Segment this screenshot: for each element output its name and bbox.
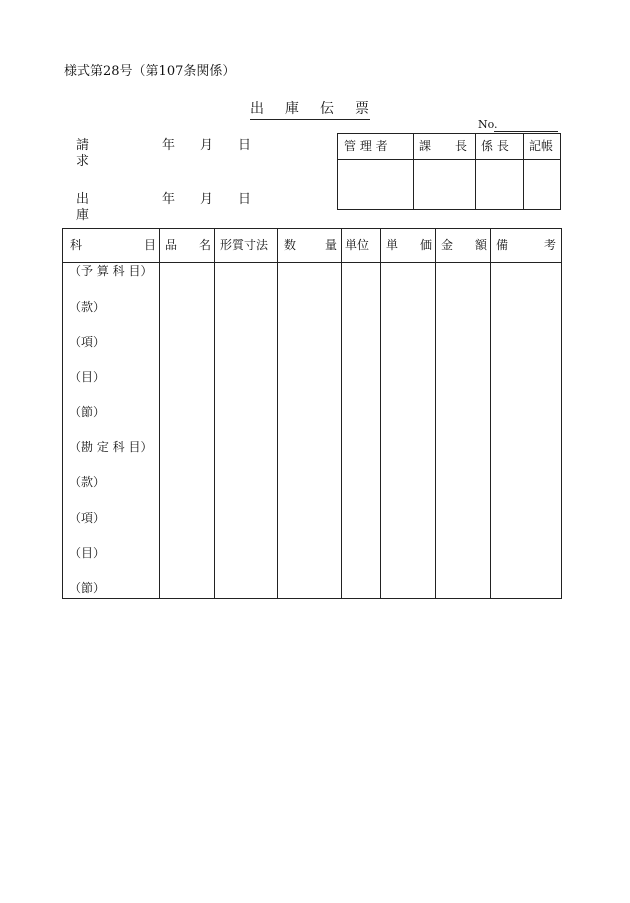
approval-stamp-section-chief[interactable]: [414, 160, 475, 209]
year-label: 年: [162, 138, 176, 153]
remarks-cell[interactable]: [491, 263, 561, 598]
title-char: 票: [355, 101, 369, 117]
subject-budget-category: （目）: [69, 370, 106, 384]
header-item-name-1: 品: [165, 238, 178, 252]
year-label: 年: [162, 192, 176, 207]
header-amount-1: 金: [441, 238, 454, 252]
title-char: 伝: [320, 101, 334, 117]
day-label: 日: [238, 138, 252, 153]
subject-budget-item: （項）: [69, 335, 106, 349]
subject-budget: （予 算 科 目）: [69, 264, 153, 278]
header-subject-1: 科: [70, 238, 83, 252]
request-date-label: 請求: [76, 138, 90, 169]
title-char: 庫: [285, 101, 299, 117]
header-unit-price-2: 価: [420, 238, 433, 252]
approval-stamp-bookkeeping[interactable]: [524, 160, 560, 209]
number-label: No.: [478, 118, 498, 131]
unit-price-cell[interactable]: [381, 263, 435, 598]
quantity-cell[interactable]: [278, 263, 341, 598]
header-unit: 単位: [345, 238, 370, 252]
month-label: 月: [200, 138, 214, 153]
approval-box: [337, 133, 561, 210]
header-quantity-1: 数: [284, 238, 297, 252]
approval-header-chief: 係 長: [481, 139, 509, 153]
header-unit-price-1: 単: [386, 238, 399, 252]
subject-account-subcategory: （節）: [69, 581, 106, 595]
document-title: [250, 98, 370, 120]
amount-cell[interactable]: [436, 263, 490, 598]
form-number: 様式第28号（第107条関係）: [64, 64, 236, 79]
approval-header-bookkeeping: 記帳: [529, 139, 554, 153]
subject-account-item: （項）: [69, 511, 106, 525]
header-spec: 形質寸法: [220, 238, 269, 252]
items-table: [62, 228, 562, 599]
header-amount-2: 額: [475, 238, 488, 252]
approval-stamp-chief[interactable]: [476, 160, 523, 209]
month-label: 月: [200, 192, 214, 207]
header-remarks-1: 備: [496, 238, 509, 252]
subject-budget-subcategory: （節）: [69, 405, 106, 419]
approval-header-section-chief: 課 長: [419, 139, 468, 153]
issue-date-label: 出庫: [76, 192, 90, 223]
approval-header-manager: 管 理 者: [344, 139, 388, 153]
title-char: 出: [250, 101, 264, 117]
header-remarks-2: 考: [544, 238, 557, 252]
header-quantity-2: 量: [325, 238, 338, 252]
number-field-line[interactable]: [494, 131, 558, 132]
subject-account-section: （款）: [69, 475, 106, 489]
unit-cell[interactable]: [342, 263, 380, 598]
header-item-name-2: 名: [199, 238, 212, 252]
subject-budget-section: （款）: [69, 300, 106, 314]
item-name-cell[interactable]: [160, 263, 214, 598]
spec-cell[interactable]: [215, 263, 277, 598]
subject-account-category: （目）: [69, 546, 106, 560]
day-label: 日: [238, 192, 252, 207]
header-subject-2: 目: [144, 238, 157, 252]
subject-account: （勘 定 科 目）: [69, 440, 153, 454]
approval-stamp-manager[interactable]: [338, 160, 413, 209]
